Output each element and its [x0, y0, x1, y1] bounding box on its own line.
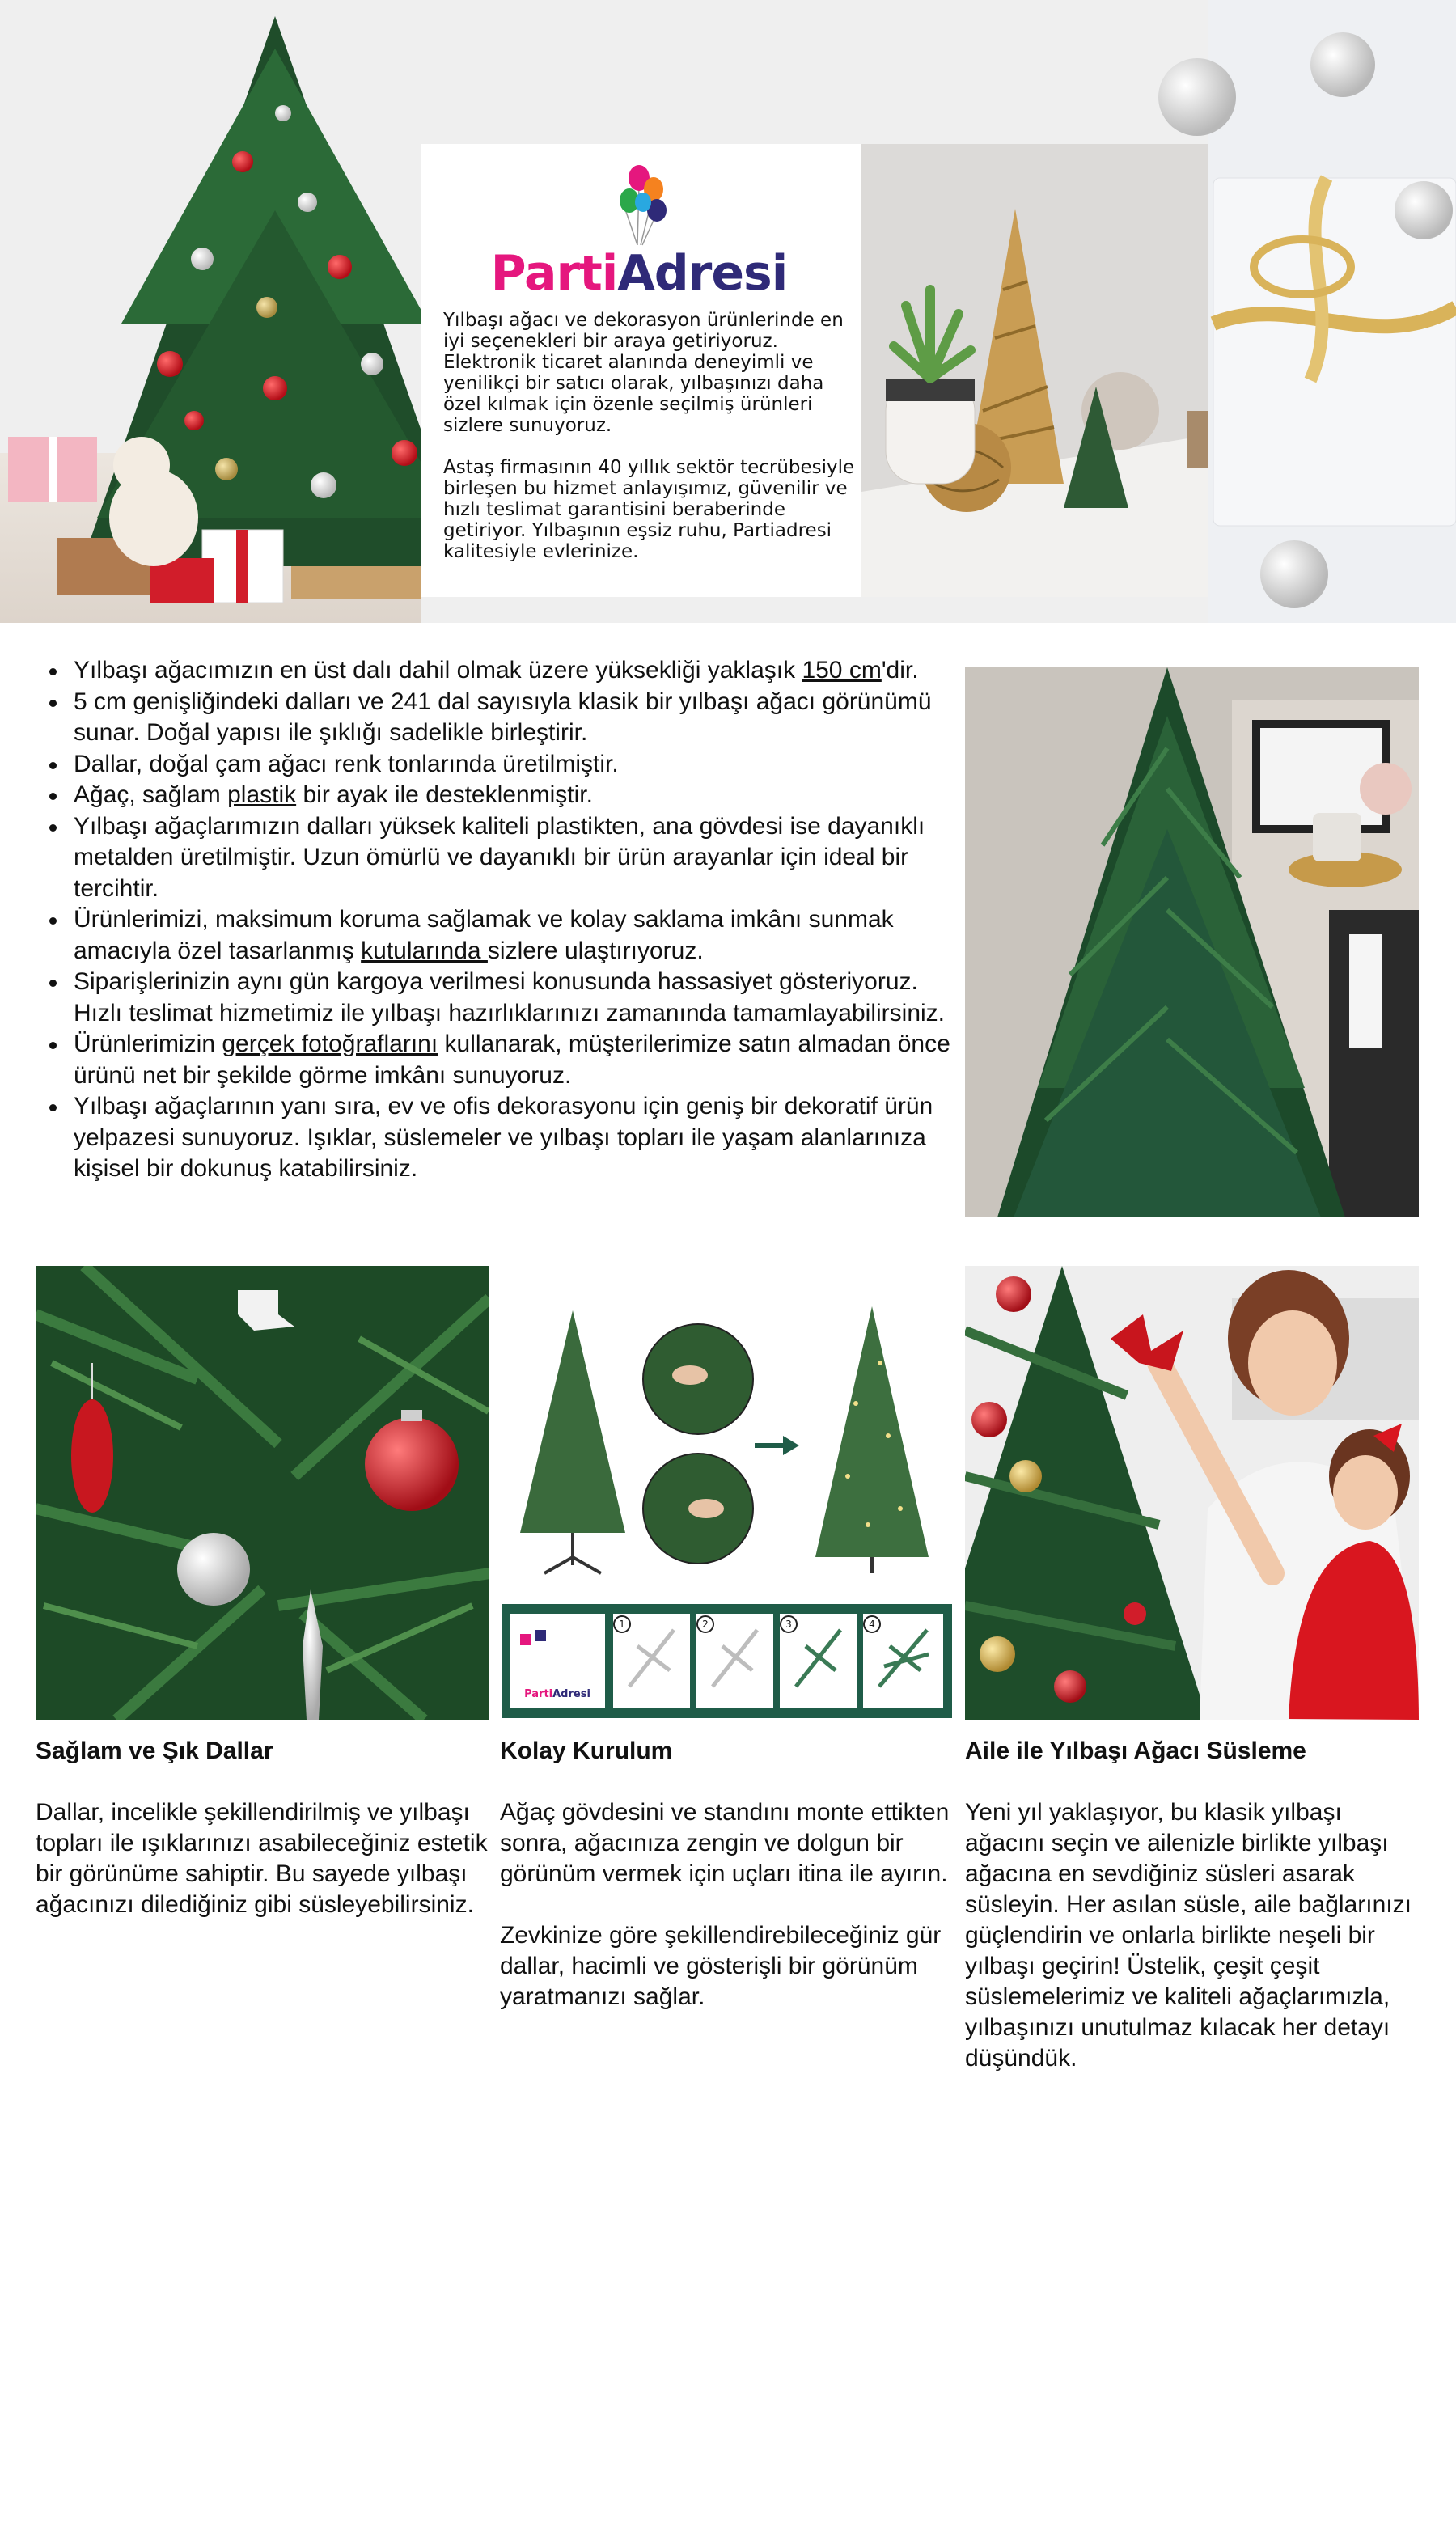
- card-easy-install: [500, 1736, 954, 2013]
- feature-item: Dallar, doğal çam ağacı renk tonlarında üretilmiştir.: [44, 749, 957, 781]
- card-paragraph: Zevkinize göre şekillendirebileceğiniz gür dallar, hacimli ve gösterişli bir görünüm yaratmanızı sağlar.: [500, 1922, 942, 2010]
- plastic-link[interactable]: plastik: [227, 781, 297, 808]
- step-badge: 2: [696, 1615, 714, 1633]
- feature-item: Yılbaşı ağaçlarımızın dalları yüksek kaliteli plastikten, ana gövdesi ise dayanıklı metalden üretilmiştir. Uzun ömürlü ve dayanıklı bir ürün arayanlar için ideal bir tercihtir.: [44, 811, 957, 905]
- feature-item: Yılbaşı ağacımızın en üst dalı dahil olmak üzere yüksekliği yaklaşık 150 cm'dir.: [44, 655, 957, 687]
- install-logo: PartiAdresi: [524, 1688, 590, 1700]
- install-steps-illustration: [500, 1266, 954, 1720]
- balloons-icon: [485, 160, 793, 249]
- feature-item: Yılbaşı ağaçlarının yanı sıra, ev ve ofis dekorasyonu için geniş bir dekoratif ürün yelpazesi sunuyoruz. Işıklar, süslemeler ve yılbaşı topları ile yaşam alanlarınıza kişisel bir dokunuş katabilirsiniz.: [44, 1091, 957, 1185]
- logo-text-parti: Parti: [490, 245, 618, 302]
- intro-paragraph: Yılbaşı ağacı ve dekorasyon ürünlerinde en iyi seçenekleri bir araya getiriyoruz. Elektronik ticaret alanında deneyimli ve yenilikçi bir satıcı olarak, yılbaşınızı daha özel kılmak için özenle seçilmiş ürünleri sizlere sunuyoruz.: [443, 310, 844, 436]
- card-sturdy-branches: [36, 1736, 489, 1920]
- tree-closeup-photo: [965, 667, 1419, 1217]
- real-photos-link[interactable]: gerçek fotoğraflarını: [222, 1031, 438, 1057]
- intro-paragraph: Astaş firmasının 40 yıllık sektör tecrübesiyle birleşen bu hizmet anlayışımız, güvenilir ve hızlı teslimat garantisini beraberinde getiriyor. Yılbaşının eşsiz ruhu, Partiadresi kalitesiyle evlerinize.: [443, 457, 855, 562]
- family-decorating-photo: [965, 1266, 1419, 1720]
- boxes-link[interactable]: kutularında: [361, 937, 488, 964]
- partiadresi-logo: [485, 160, 793, 302]
- card-family-decorating: [965, 1736, 1419, 2074]
- card-paragraph: Ağaç gövdesini ve standını monte ettikten sonra, ağacınıza zengin ve dolgun bir görünüm vermek için uçları itina ile ayırın.: [500, 1799, 950, 1887]
- step-badge: 1: [613, 1615, 631, 1633]
- card-title: Sağlam ve Şık Dallar: [36, 1737, 273, 1764]
- step-badge: 3: [780, 1615, 798, 1633]
- card-title: Aile ile Yılbaşı Ağacı Süsleme: [965, 1737, 1306, 1764]
- card-paragraph: Dallar, incelikle şekillendirilmiş ve yılbaşı topları ile ışıklarınızı asabileceğiniz estetik bir görünüme sahiptir. Bu sayede yılbaşı ağacınızı dilediğiniz gibi süsleyebilirsiniz.: [36, 1799, 488, 1918]
- hero-banner: [0, 0, 1456, 623]
- height-link[interactable]: 150 cm: [802, 657, 882, 684]
- card-title: Kolay Kurulum: [500, 1737, 673, 1764]
- features-list: [44, 655, 957, 1185]
- step-badge: 4: [863, 1615, 881, 1633]
- feature-item: Ağaç, sağlam plastik bir ayak ile desteklenmiştir.: [44, 780, 957, 811]
- feature-item: Siparişlerinizin aynı gün kargoya verilmesi konusunda hassasiyet gösteriyoruz. Hızlı teslimat hizmetimiz ile yılbaşı hazırlıklarınızı zamanında tamamlayabilirsiniz.: [44, 967, 957, 1029]
- logo-text-adresi: Adresi: [617, 245, 788, 302]
- feature-item: 5 cm genişliğindeki dalları ve 241 dal sayısıyla klasik bir yılbaşı ağacı görünümü sunar. Doğal yapısı ile şıklığı sadelikle birleştirir.: [44, 687, 957, 749]
- feature-item: Ürünlerimizin gerçek fotoğraflarını kullanarak, müşterilerimize satın almadan önce ürünü net bir şekilde görme imkânı sunuyoruz.: [44, 1029, 957, 1091]
- feature-item: Ürünlerimizi, maksimum koruma sağlamak ve kolay saklama imkânı sunmak amacıyla özel tasarlanmış kutularında sizlere ulaştırıyoruz.: [44, 904, 957, 967]
- card-paragraph: Yeni yıl yaklaşıyor, bu klasik yılbaşı ağacını seçin ve ailenizle birlikte yılbaşı ağacına en sevdiğiniz süsleri asarak süsleyin. Her asılan süsle, aile bağlarınızı güçlendirin ve onlarla birlikte neşeli bir yılbaşı geçirin! Üstelik, çeşit çeşit süslemelerimiz ve kaliteli ağaçlarımızla, yılbaşınızı unutulmaz kılacak her detayı düşündük.: [965, 1799, 1412, 2072]
- features-list-section: [44, 655, 957, 1185]
- decor-products-photo: [861, 144, 1208, 597]
- brand-intro-card: [421, 144, 861, 597]
- branches-ornaments-photo: [36, 1266, 489, 1720]
- install-steps-figure: [500, 1266, 954, 1720]
- intro-text: [443, 310, 864, 562]
